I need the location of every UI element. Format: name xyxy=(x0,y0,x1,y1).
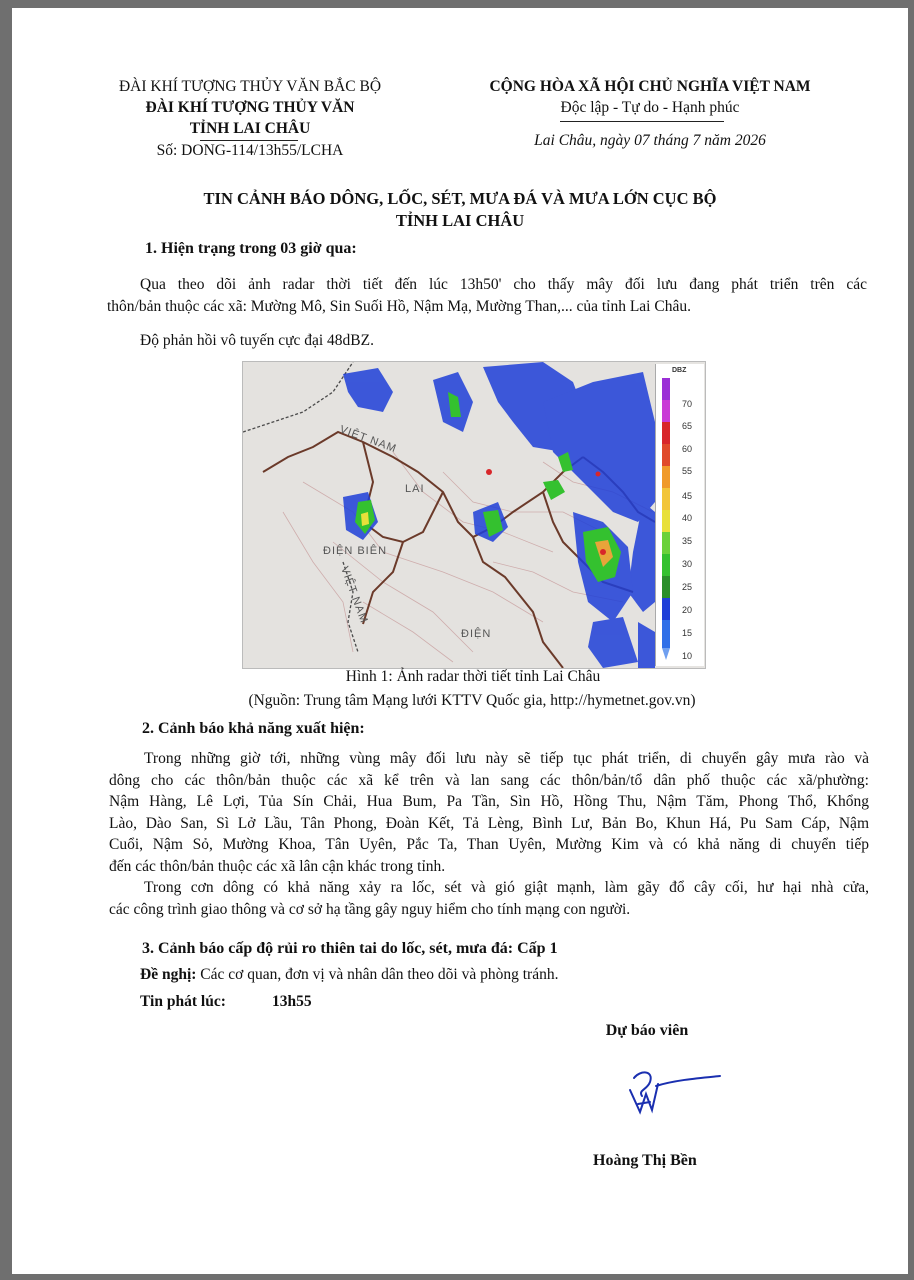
recommendation xyxy=(140,966,558,984)
section-1-line-2: thôn/bản thuộc các xã: Mường Mô, Sin Suối Hồ, Nậm Mạ, Mường Than,... của tỉnh Lai Châu. xyxy=(107,297,691,315)
legend-tick-10: 10 xyxy=(682,651,693,661)
title-line-1: TIN CẢNH BÁO DÔNG, LỐC, SÉT, MƯA ĐÁ VÀ MƯA LỚN CỤC BỘ xyxy=(203,189,717,208)
agency-line-1: ĐÀI KHÍ TƯỢNG THỦY VĂN BẮC BỘ xyxy=(118,78,382,95)
section-2-line-3: Nậm Hàng, Lê Lợi, Tủa Sín Chải, Hua Bum, Pa Tần, Sìn Hồ, Hồng Thu, Nậm Tăm, Phong Thổ, Khổng xyxy=(109,793,869,810)
section-2-paragraph xyxy=(109,748,869,920)
section-2-line-8: các công trình giao thông và cơ sở hạ tầng gây nguy hiểm cho tính mạng con người. xyxy=(109,900,631,918)
recommendation-text: Các cơ quan, đơn vị và nhân dân theo dõi và phòng tránh. xyxy=(196,966,559,983)
agency-line-3: TỈNH LAI CHÂU xyxy=(189,120,311,137)
section-2-line-6: đến các thôn/bản thuộc các xã lân cận khác trong tỉnh. xyxy=(109,857,446,875)
document-title xyxy=(12,188,908,232)
figure-source: (Nguồn: Trung tâm Mạng lưới KTTV Quốc gia, http://hymetnet.gov.vn) xyxy=(248,692,696,709)
section-2-line-2: dông cho các thôn/bản thuộc các xã kể trên và lan sang các thôn/bản/tổ dân phố thuộc các xã/phường: xyxy=(109,771,869,789)
legend-tick-45: 45 xyxy=(682,491,693,501)
section-1-line-1: Qua theo dõi ảnh radar thời tiết đến lúc 13h50' cho thấy mây đối lưu đang phát triển trên các xyxy=(140,276,867,293)
issued-time-label: Tin phát lúc: xyxy=(140,993,226,1010)
document-number: Số: DONG-114/13h55/LCHA xyxy=(156,142,344,159)
map-label-lai: LAI xyxy=(405,483,425,495)
map-label-vietnam-1: VIỆT NAM xyxy=(337,423,399,456)
legend-tick-15: 15 xyxy=(682,628,693,638)
agency-header xyxy=(90,76,410,161)
section-2-line-1: Trong những giờ tới, những vùng mây đối lưu này sẽ tiếp tục phát triển, di chuyển gây mưa rào và xyxy=(144,750,869,767)
legend-tick-40: 40 xyxy=(682,513,693,523)
title-line-2: TỈNH LAI CHÂU xyxy=(395,211,525,230)
legend-tick-30: 30 xyxy=(682,559,693,569)
section-2-line-5: Cuổi, Nậm Sỏ, Mường Khoa, Tân Uyên, Pắc Ta, Than Uyên, Mường Kim và có khả năng di chuyển tiếp xyxy=(109,836,869,853)
national-motto: Độc lập - Tự do - Hạnh phúc xyxy=(560,99,740,116)
document-page xyxy=(12,8,908,1274)
motto-underline xyxy=(560,121,724,122)
legend-tick-70: 70 xyxy=(682,399,693,409)
legend-tick-55: 55 xyxy=(682,466,693,476)
section-2-line-7: Trong cơn dông có khả năng xảy ra lốc, sét và gió giật mạnh, làm gãy đổ cây cối, hư hại nhà cửa, xyxy=(144,879,869,896)
national-header xyxy=(450,76,850,151)
section-1-paragraph xyxy=(107,274,867,317)
forecaster-role: Dự báo viên xyxy=(605,1022,689,1039)
map-label-dien: ĐIỆN xyxy=(461,628,492,640)
radar-legend xyxy=(655,364,704,666)
map-label-vietnam-2: VIỆT NAM xyxy=(338,564,370,626)
legend-tick-60: 60 xyxy=(682,444,693,454)
figure-caption: Hình 1: Ảnh radar thời tiết tỉnh Lai Châu xyxy=(345,668,601,685)
recommendation-label: Đề nghị: xyxy=(140,966,197,983)
legend-tick-25: 25 xyxy=(682,582,693,592)
legend-unit: DBZ xyxy=(672,367,687,374)
section-2-heading: 2. Cảnh báo khả năng xuất hiện: xyxy=(142,720,365,737)
signature-mark xyxy=(620,1060,730,1120)
legend-color-bar xyxy=(659,376,679,666)
legend-tick-20: 20 xyxy=(682,605,693,615)
forecaster-name: Hoàng Thị Bền xyxy=(593,1152,697,1169)
issued-time-value: 13h55 xyxy=(272,993,312,1010)
document-date: Lai Châu, ngày 07 tháng 7 năm 2026 xyxy=(534,132,766,149)
agency-underline xyxy=(200,140,298,141)
national-title: CỘNG HÒA XÃ HỘI CHỦ NGHĨA VIỆT NAM xyxy=(489,78,811,95)
radar-image xyxy=(242,361,706,669)
agency-line-2: ĐÀI KHÍ TƯỢNG THỦY VĂN xyxy=(145,99,355,116)
radar-map xyxy=(243,362,655,668)
section-3-heading: 3. Cảnh báo cấp độ rủi ro thiên tai do lốc, sét, mưa đá: Cấp 1 xyxy=(142,940,558,957)
section-2-line-4: Lào, Dào San, Sì Lở Lầu, Tân Phong, Đoàn Kết, Tả Lèng, Bình Lư, Bản Bo, Khun Há, Pu Sam Cáp, Nậm xyxy=(109,814,869,832)
map-label-dien-bien: ĐIỆN BIÊN xyxy=(323,545,388,557)
section-1-heading: 1. Hiện trạng trong 03 giờ qua: xyxy=(145,240,357,257)
legend-tick-35: 35 xyxy=(682,536,693,546)
legend-tick-65: 65 xyxy=(682,421,693,431)
reflectivity-text: Độ phản hồi vô tuyến cực đại 48dBZ. xyxy=(140,332,374,349)
